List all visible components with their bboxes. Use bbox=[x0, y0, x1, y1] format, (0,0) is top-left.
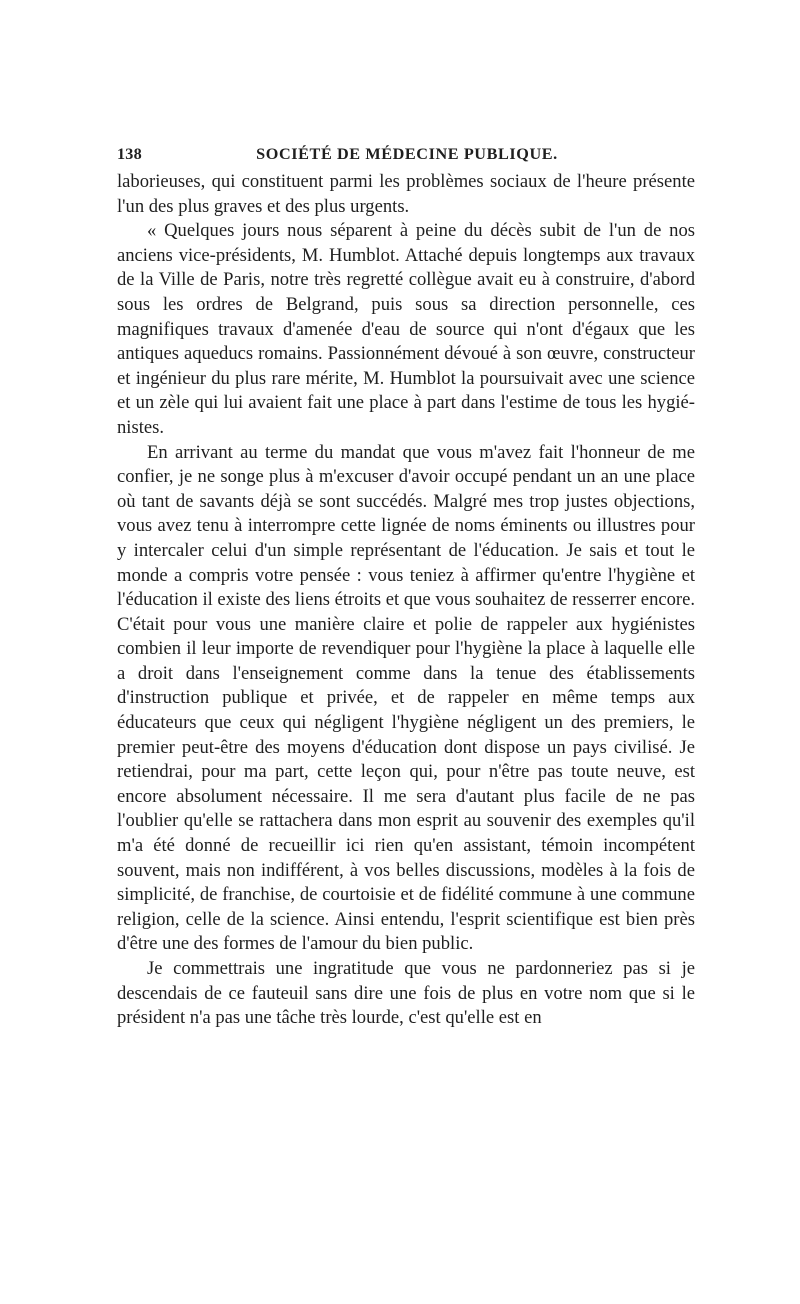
running-title: SOCIÉTÉ DE MÉDECINE PUBLIQUE. bbox=[256, 145, 558, 163]
page-number: 138 bbox=[117, 145, 142, 163]
paragraph-humblot: « Quelques jours nous séparent à peine du décès subit de l'un de nos anciens vice-présidents, M. Humblot. Attaché depuis longtemps aux travaux de la Ville de Paris, notre très regretté collègue avait eu à construire, d'abord sous les ordres de Belgrand, puis sous sa direction personnelle, ces magnifiques travaux d'amenée d'eau de source qui n'ont d'égaux que les antiques aqueducs romains. Passionnément dévoué à son œuvre, constructeur et ingénieur du plus rare mérite, M. Humblot la poursuivait avec une science et un zèle qui lui avaient fait une place à part dans l'estime de tous les hygiénistes. bbox=[117, 220, 695, 438]
running-head bbox=[117, 142, 695, 168]
paragraph-continuation: laborieuses, qui constituent parmi les problèmes sociaux de l'heure présente l'un des plus graves et des plus urgents. bbox=[117, 171, 695, 217]
paragraph-gratitude: Je commettrais une ingratitude que vous ne pardonneriez pas si je descendais de ce fauteuil sans dire une fois de plus en votre nom que si le président n'a pas une tâche très lourde, c'est qu'elle est en bbox=[117, 958, 695, 1029]
paragraph-mandate: En arrivant au terme du mandat que vous m'avez fait l'honneur de me confier, je ne songe plus à m'excuser d'avoir occupé pendant un an une place où tant de savants déjà se sont succédés. Malgré mes trop justes objections, vous avez tenu à interrompre cette lignée de noms éminents ou illustres pour y intercaler celui d'un simple représentant de l'éducation. Je sais et tout le monde a compris votre pensée : vous teniez à affirmer qu'entre l'hygiène et l'éducation il existe des liens étroits et que vous souhaitez de resserrer encore. C'était pour vous une manière claire et polie de rappeler aux hygiénistes combien il leur importe de revendiquer pour l'hygiène la place à laquelle elle a droit dans l'enseignement comme dans la tenue des établissements d'instruction publique et privée, et de rappeler en même temps aux éducateurs que ceux qui négligent l'hygiène négligent un des premiers, le premier peut-être des moyens d'éducation dont dispose un pays civilisé. Je retiendrai, pour ma part, cette leçon qui, pour n'être pas toute neuve, est encore absolument nécessaire. Il me sera d'autant plus facile de ne pas l'oublier qu'elle se rattachera dans mon esprit au souvenir des exemples qu'il m'a été donné de recueillir ici rien qu'en assistant, témoin incompétent souvent, mais non indifférent, à vos belles discussions, modèles à la fois de simplicité, de franchise, de courtoisie et de fidélité commune à une commune religion, celle de la science. Ainsi entendu, l'esprit scientifique est bien près d'être une des formes de l'amour du bien public. bbox=[117, 441, 696, 955]
page-text bbox=[117, 142, 695, 1031]
